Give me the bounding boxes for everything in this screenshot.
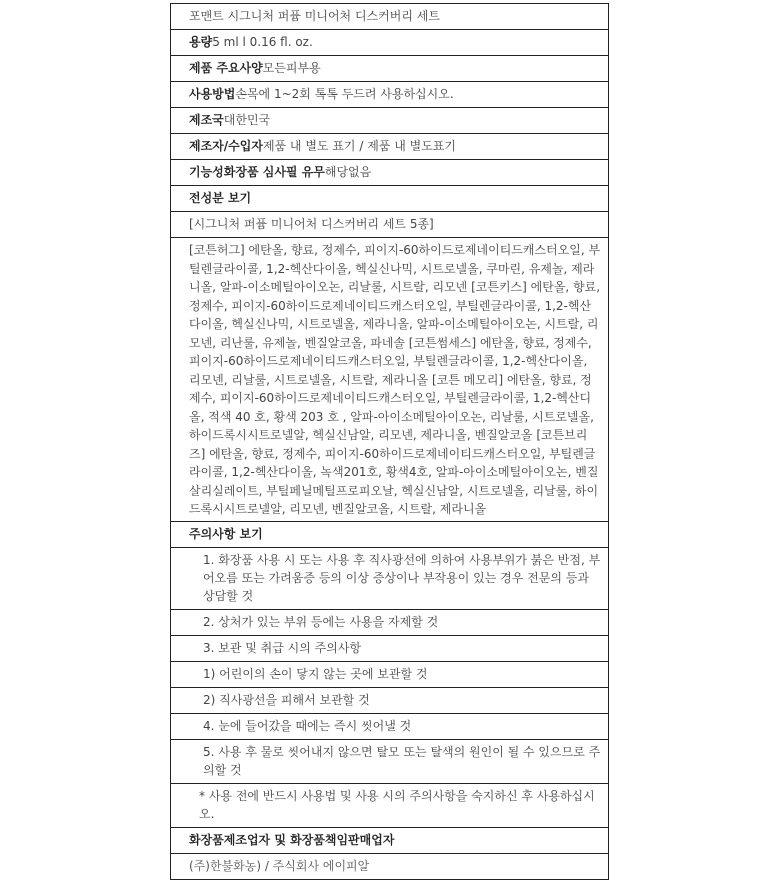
spec-value: 손목에 1~2회 톡톡 두드려 사용하십시오.: [235, 87, 454, 101]
spec-manufacturer-importer: [170, 134, 609, 160]
spec-functional-review: [170, 160, 609, 186]
spec-label: 제조국: [189, 113, 224, 127]
caution-item: 1) 어린이의 손이 닿지 않는 곳에 보관할 것: [170, 662, 609, 688]
caution-note: * 사용 전에 반드시 사용법 및 사용 시의 주의사항을 숙지하신 후 사용하십시오.: [170, 784, 609, 828]
spec-value: 대한민국: [223, 113, 271, 127]
spec-label: 사용방법: [189, 87, 236, 101]
caution-item: 3. 보관 및 취급 시의 주의사항: [170, 636, 609, 662]
spec-label: 제조자/수입자: [189, 139, 263, 153]
caution-item: 2) 직사광선을 피해서 보관할 것: [170, 688, 609, 714]
product-info-table: [170, 3, 609, 880]
spec-usage: [170, 82, 609, 108]
caution-item: 1. 화장품 사용 시 또는 사용 후 직사광선에 의하여 사용부위가 붉은 반점, 부어오름 또는 가려움증 등의 이상 증상이나 부작용이 있는 경우 전문의 등과 상담할 것: [170, 548, 609, 610]
spec-main-feature: [170, 56, 609, 82]
caution-item: 2. 상처가 있는 부위 등에는 사용을 자제할 것: [170, 610, 609, 636]
caution-item: 4. 눈에 들어갔을 때에는 즉시 씻어낼 것: [170, 714, 609, 740]
ingredients-heading[interactable]: 전성분 보기: [170, 186, 609, 212]
caution-item: 5. 사용 후 물로 씻어내지 않으면 탈모 또는 탈색의 원인이 될 수 있으므로 주의할 것: [170, 740, 609, 784]
spec-label: 용량: [189, 35, 213, 49]
ingredients-text: [코튼허그] 에탄올, 향료, 정제수, 피이지-60하이드로제네이티드캐스터오일, 부틸렌글라이콜, 1,2-헥산다이올, 헥실신나믹, 시트로넬올, 쿠마린, 유제놀, 제라니올, 알파-이소메틸아이오논, 리날룰, 시트랄, 리모넨 [코튼키스] 에탄올, 향료, 정제수, 피이지-60하이드로제네이티드캐스터오일, 부틸렌글라이콜, 1,2-헥산다이올, 헥실신나믹, 시트로넬올, 제라니올, 알파-이소메틸아이오논, 시트랄, 리모넨, 리난룰, 유제놀, 벤질알코올, 파네솔 [코튼썸세스] 에탄올, 향료, 정제수, 피이지-60하이드로제네이티드캐스터오일, 부틸렌글라이콜, 1,2-헥산다이올, 리모넨, 리날룰, 시트로넬올, 시트랄, 제라니올 [코튼 메모리] 에탄올, 향료, 정제수, 피이지-60하이드로제네이티드캐스터오일, 부틸렌글라이콜, 1,2-헥산디올, 적색 40 호, 황색 203 호 , 알파-아이소메틸아이오논, 리날룰, 시트로넬올, 하이드록시시트로넬알, 헥실신남알, 리모넨, 제라니올, 벤질알코올 [코튼브리즈] 에탄올, 향료, 정제수, 피이지-60하이드로제네이티드캐스터오일, 부틸렌글라이콜, 1,2-헥산다이올, 녹색201호, 황색4호, 알파-아이소메틸아이오논, 벤질살리실레이트, 부틸페닐메틸프로피오날, 헥실신남알, 시트로넬올, 리날룰, 하이드록시시트로넬알, 리모넨, 벤질알코올, 시트랄, 제라니올: [170, 238, 609, 522]
spec-volume: [170, 30, 609, 56]
spec-value: 5 ml l 0.16 fl. oz.: [212, 35, 313, 49]
manufacturer-heading: 화장품제조업자 및 화장품책임판매업자: [170, 828, 609, 854]
spec-country: [170, 108, 609, 134]
spec-value: 제품 내 별도 표기 / 제품 내 별도표기: [262, 139, 456, 153]
manufacturer-value: (주)한불화농) / 주식회사 에이피알: [170, 854, 609, 880]
spec-value: 해당없음: [324, 165, 372, 179]
ingredients-set-title: [시그니처 퍼퓸 미니어처 디스커버리 세트 5종]: [170, 212, 609, 238]
cautions-heading[interactable]: 주의사항 보기: [170, 522, 609, 548]
spec-label: 제품 주요사양: [189, 61, 263, 75]
spec-label: 기능성화장품 심사필 유무: [189, 165, 325, 179]
spec-value: 모든피부용: [262, 61, 321, 75]
product-name: 포맨트 시그니처 퍼퓸 미니어처 디스커버리 세트: [170, 4, 609, 30]
